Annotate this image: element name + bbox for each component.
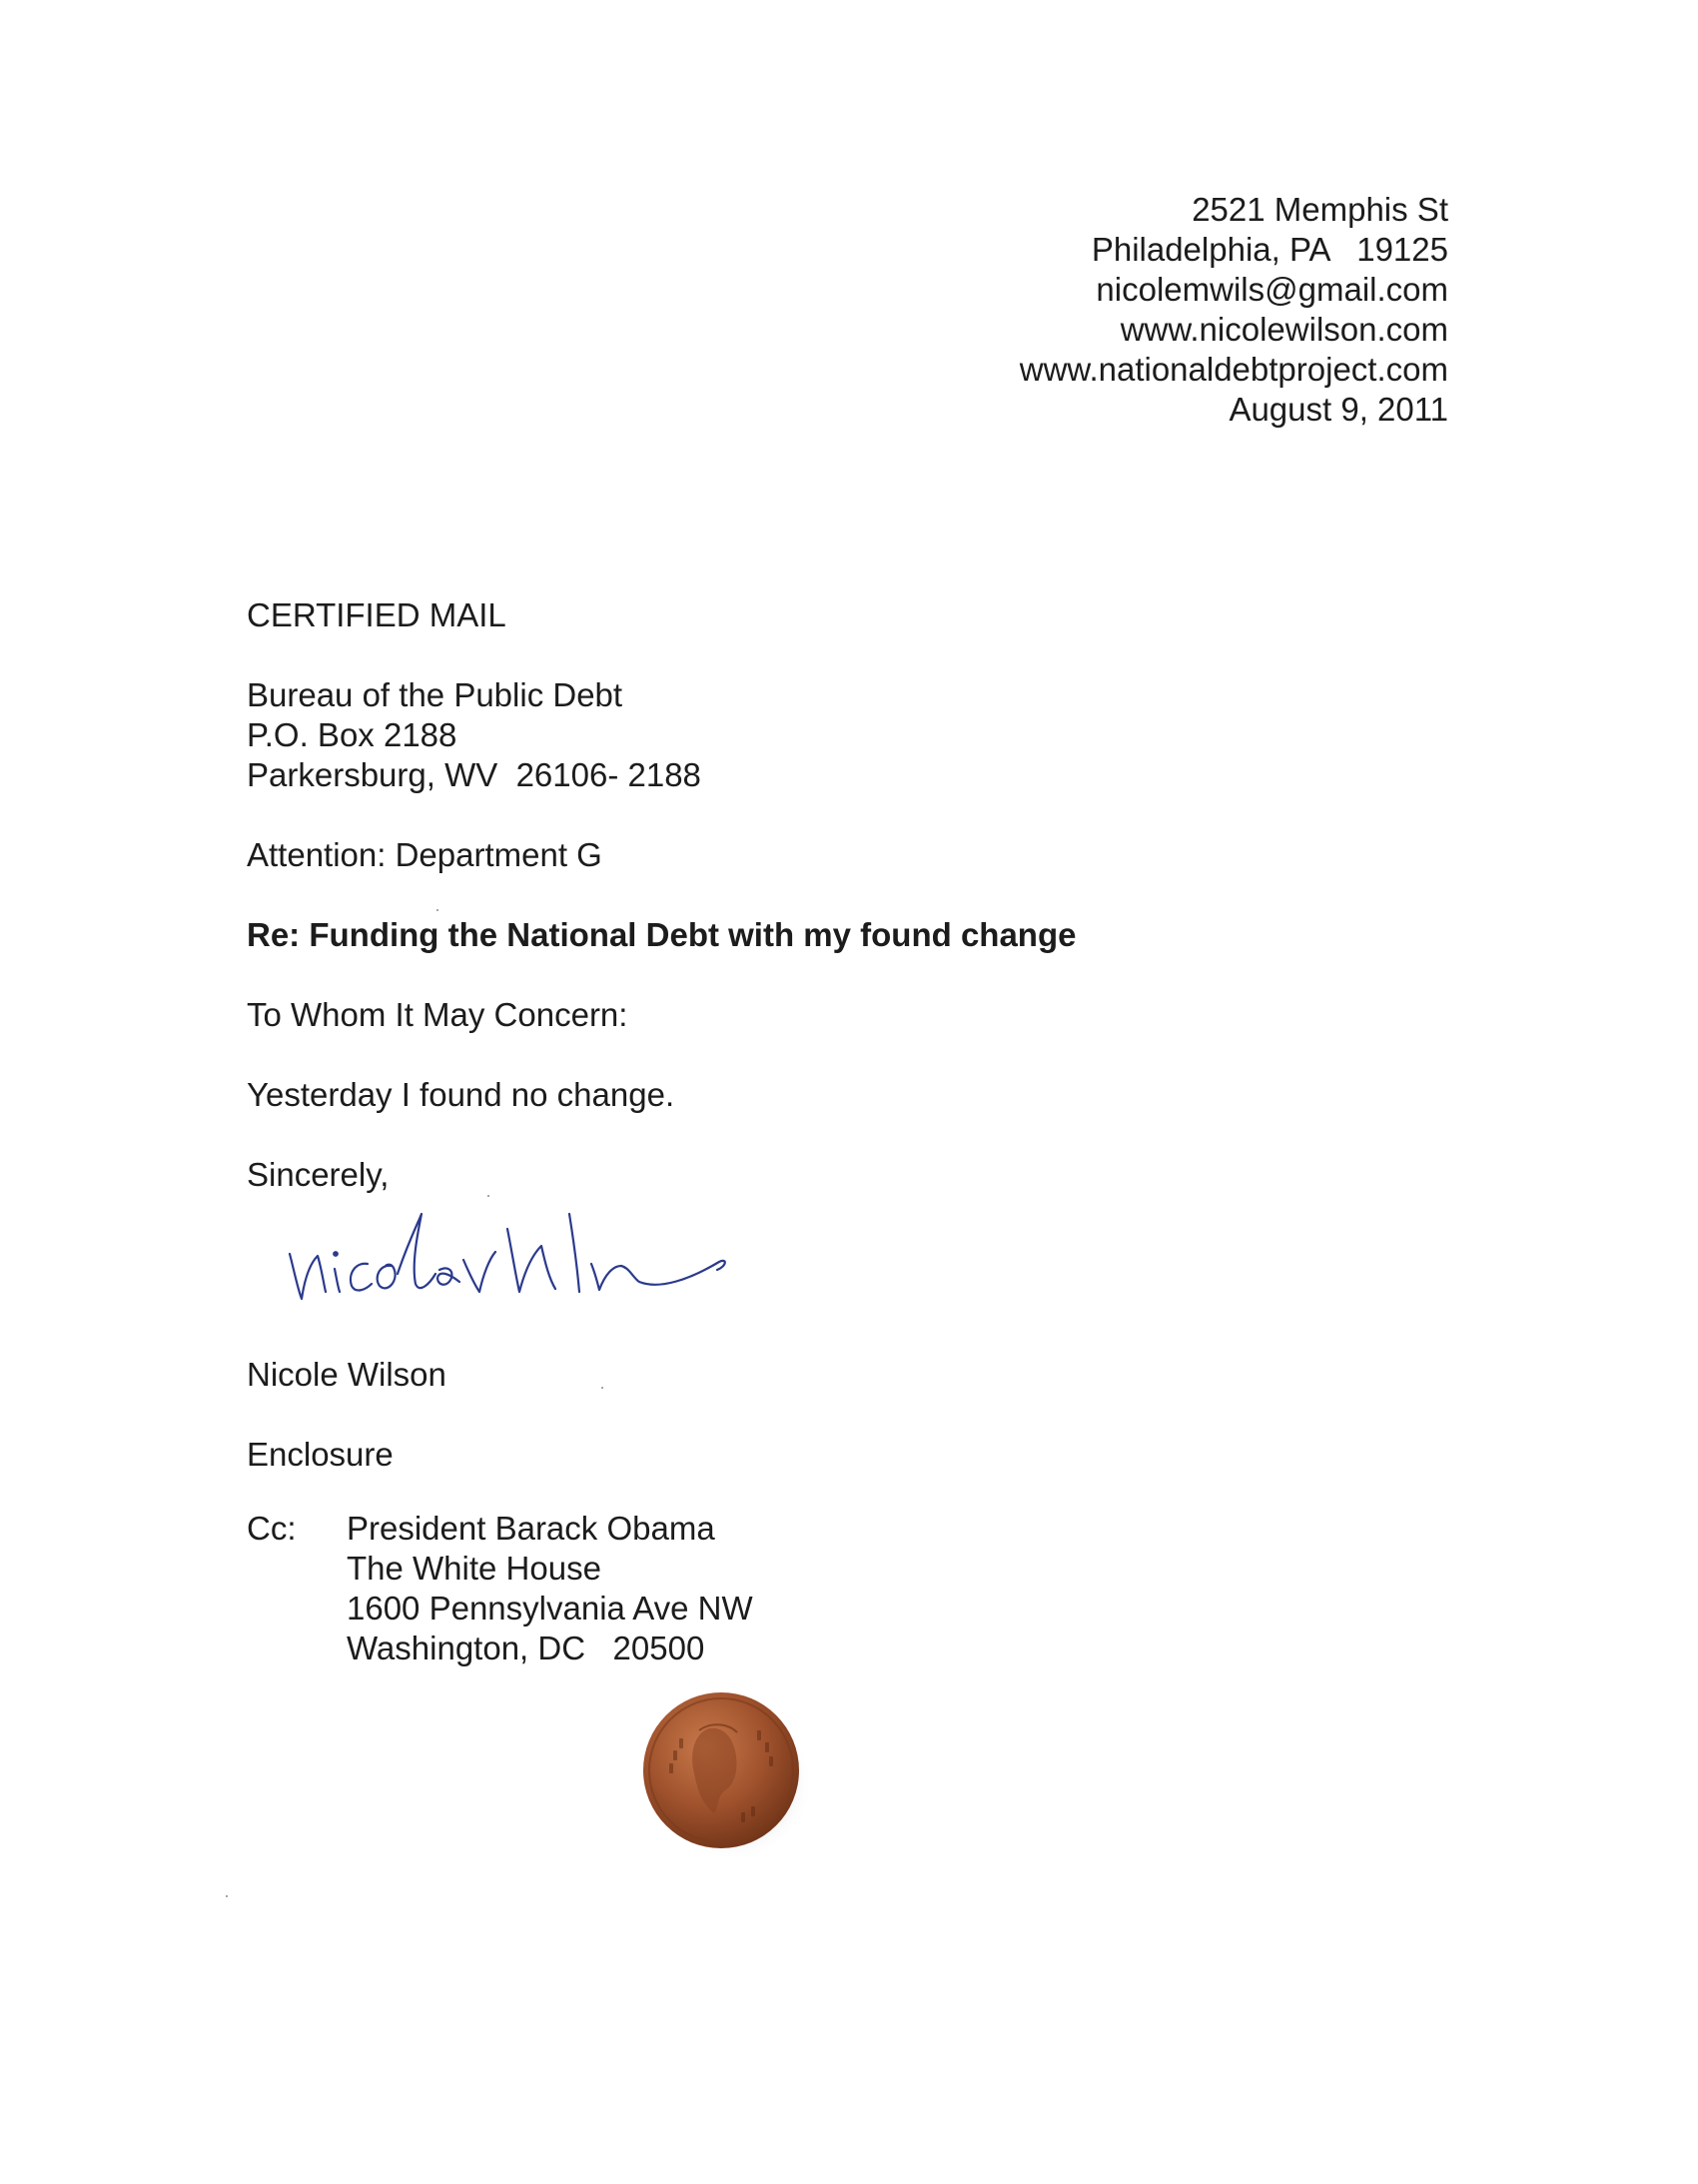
enclosure-notation: Enclosure bbox=[247, 1436, 394, 1473]
recipient-name: Bureau of the Public Debt bbox=[247, 676, 623, 713]
cc-name: President Barack Obama bbox=[347, 1510, 715, 1547]
cc-address-block bbox=[347, 1509, 753, 1668]
scan-speck bbox=[436, 909, 438, 911]
recipient-city-line: Parkersburg, WV 26106- 2188 bbox=[247, 756, 701, 793]
sender-city-line: Philadelphia, PA 19125 bbox=[1091, 231, 1448, 268]
letter-body: Yesterday I found no change. bbox=[247, 1076, 675, 1113]
scan-speck bbox=[601, 1387, 603, 1389]
recipient-po-box: P.O. Box 2188 bbox=[247, 716, 457, 753]
salutation: To Whom It May Concern: bbox=[247, 996, 628, 1033]
cc-street: 1600 Pennsylvania Ave NW bbox=[347, 1590, 753, 1627]
attention-line: Attention: Department G bbox=[247, 836, 602, 873]
recipient-address-block bbox=[247, 675, 701, 795]
cc-organization: The White House bbox=[347, 1550, 601, 1587]
signatory-name: Nicole Wilson bbox=[247, 1356, 446, 1393]
letter-date: August 9, 2011 bbox=[1229, 391, 1448, 428]
subject-line: Re: Funding the National Debt with my found change bbox=[247, 916, 1077, 953]
cc-city-line: Washington, DC 20500 bbox=[347, 1630, 705, 1666]
scan-speck bbox=[226, 1895, 228, 1897]
mail-type: CERTIFIED MAIL bbox=[247, 596, 506, 633]
sender-email: nicolemwils@gmail.com bbox=[1096, 271, 1448, 308]
closing: Sincerely, bbox=[247, 1156, 390, 1193]
sender-address-block bbox=[1020, 190, 1448, 430]
sender-website-2: www.nationaldebtproject.com bbox=[1019, 351, 1448, 388]
handwritten-signature bbox=[280, 1174, 749, 1324]
sender-website-1: www.nicolewilson.com bbox=[1120, 311, 1448, 348]
scan-speck bbox=[487, 1195, 489, 1197]
cc-label: Cc: bbox=[247, 1510, 297, 1547]
penny-coin-image bbox=[639, 1688, 809, 1858]
sender-street: 2521 Memphis St bbox=[1192, 191, 1448, 228]
